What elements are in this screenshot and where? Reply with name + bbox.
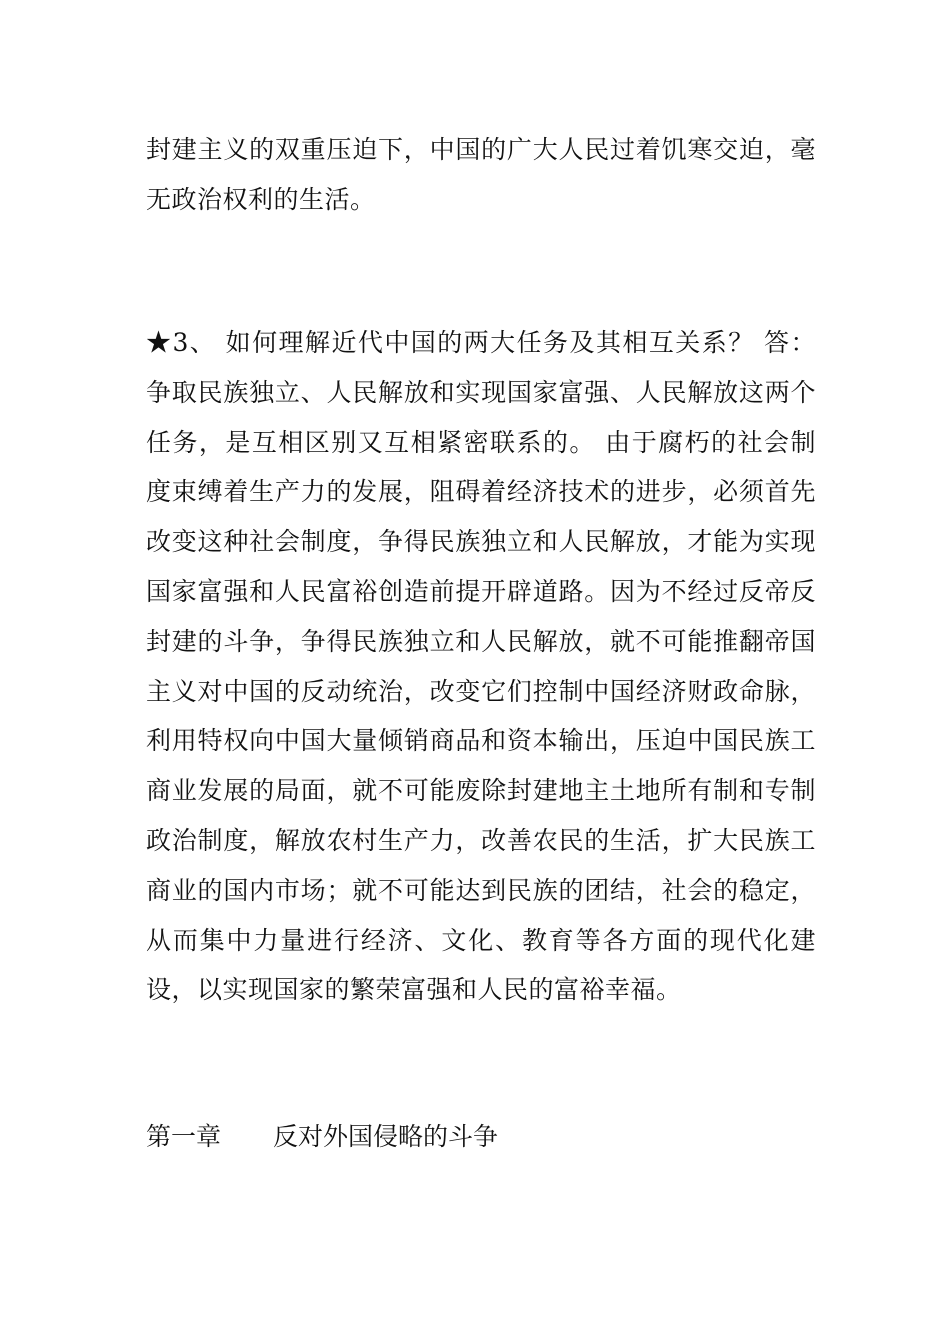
chapter-title: 反对外国侵略的斗争 <box>273 1122 499 1151</box>
chapter-heading <box>146 1113 498 1161</box>
paragraph-continuation: 封建主义的双重压迫下，中国的广大人民过着饥寒交迫，毫无政治权利的生活。 <box>146 135 816 214</box>
chapter-number: 第一章 <box>146 1122 222 1151</box>
question-answer-paragraph: ★3、 如何理解近代中国的两大任务及其相互关系？ 答：争取民族独立、人民解放和实现国家富强、人民解放这两个任务，是互相区别又互相紧密联系的。 由于腐朽的社会制度束缚着生产力的发展，阻碍着经济技术的进步，必须首先改变这种社会制度，争得民族独立和人民解放，才能为实现国家富强和人民富裕创造前提开辟道路。因为不经过反帝反封建的斗争，争得民族独立和人民解放，就不可能推翻帝国主义对中国的反动统治，改变它们控制中国经济财政命脉，利用特权向中国大量倾销商品和资本输出，压迫中国民族工商业发展的局面，就不可能废除封建地主土地所有制和专制政治制度，解放农村生产力，改善农民的生活，扩大民族工商业的国内市场；就不可能达到民族的团结，社会的稳定，从而集中力量进行经济、文化、教育等各方面的现代化建设，以实现国家的繁荣富强和人民的富裕幸福。 <box>146 328 816 1005</box>
